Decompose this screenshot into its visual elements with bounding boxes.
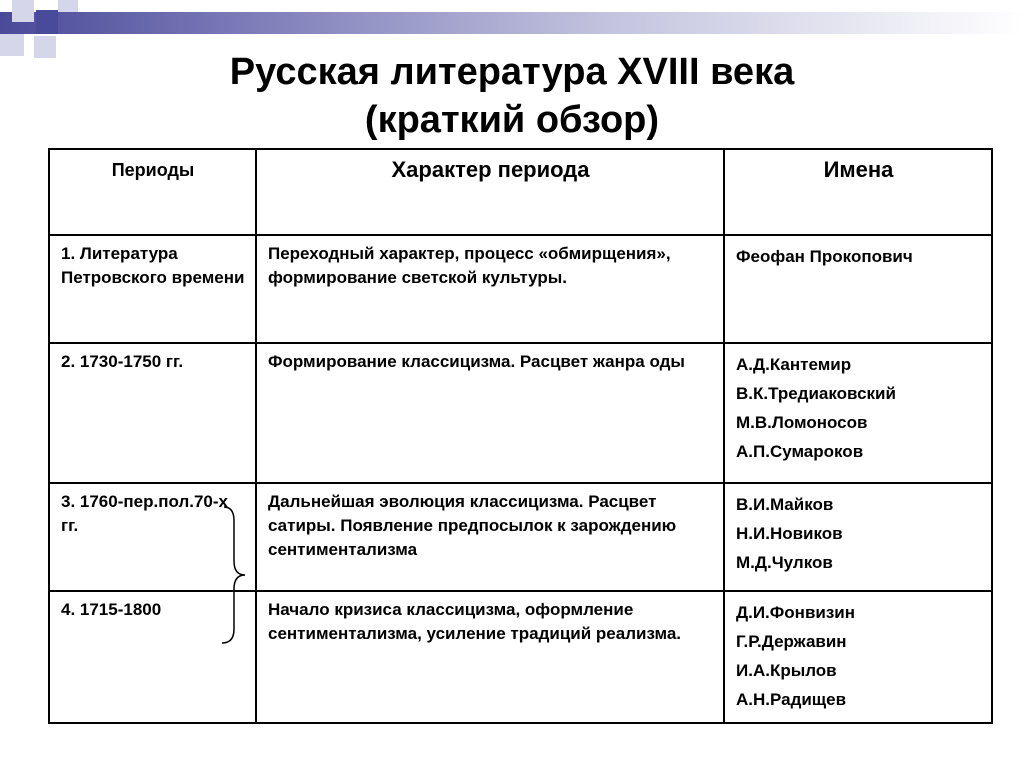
- author-name: Д.И.Фонвизин: [736, 603, 856, 622]
- decorative-top-band: [0, 12, 1024, 34]
- table-row: [49, 591, 992, 723]
- author-name: М.В.Ломоносов: [736, 413, 868, 432]
- character-cell: Формирование классицизма. Расцвет жанра оды: [256, 343, 724, 483]
- author-name: Феофан Прокопович: [736, 247, 913, 266]
- author-name: Г.Р.Державин: [736, 632, 847, 651]
- table-header-row: [49, 149, 992, 235]
- author-name: В.И.Майков: [736, 495, 834, 514]
- header-character: Характер периода: [256, 149, 724, 235]
- period-cell: 3. 1760-пер.пол.70-х гг.: [49, 483, 256, 591]
- slide-title: [0, 48, 1024, 144]
- table-row: [49, 235, 992, 343]
- title-line-2: (краткий обзор): [364, 99, 660, 141]
- author-name: А.П.Сумароков: [736, 442, 864, 461]
- character-cell: Переходный характер, процесс «обмирщения», формирование светской культуры.: [256, 235, 724, 343]
- names-cell: [724, 483, 992, 591]
- author-name: И.А.Крылов: [736, 661, 837, 680]
- character-cell: Дальнейшая эволюция классицизма. Расцвет сатиры. Появление предпосылок к зарождению сентиментализма: [256, 483, 724, 591]
- period-cell: 1. Литература Петровского времени: [49, 235, 256, 343]
- decorative-square: [12, 0, 34, 22]
- period-cell: 2. 1730-1750 гг.: [49, 343, 256, 483]
- header-names: Имена: [724, 149, 992, 235]
- names-cell: [724, 591, 992, 723]
- author-name: А.Д.Кантемир: [736, 355, 852, 374]
- decorative-square: [36, 10, 58, 34]
- title-line-1: Русская литература XVIII века: [229, 51, 795, 93]
- decorative-square: [58, 0, 78, 12]
- author-name: А.Н.Радищев: [736, 690, 847, 709]
- curly-brace-icon: [218, 505, 248, 645]
- character-cell: Начало кризиса классицизма, оформление сентиментализма, усиление традиций реализма.: [256, 591, 724, 723]
- author-name: Н.И.Новиков: [736, 524, 843, 543]
- literature-periods-table: [48, 148, 993, 724]
- author-name: В.К.Тредиаковский: [736, 384, 896, 403]
- table-row: [49, 343, 992, 483]
- header-periods: Периоды: [49, 149, 256, 235]
- author-name: М.Д.Чулков: [736, 553, 833, 572]
- names-cell: [724, 343, 992, 483]
- table-row: [49, 483, 992, 591]
- names-cell: [724, 235, 992, 343]
- period-cell: 4. 1715-1800: [49, 591, 256, 723]
